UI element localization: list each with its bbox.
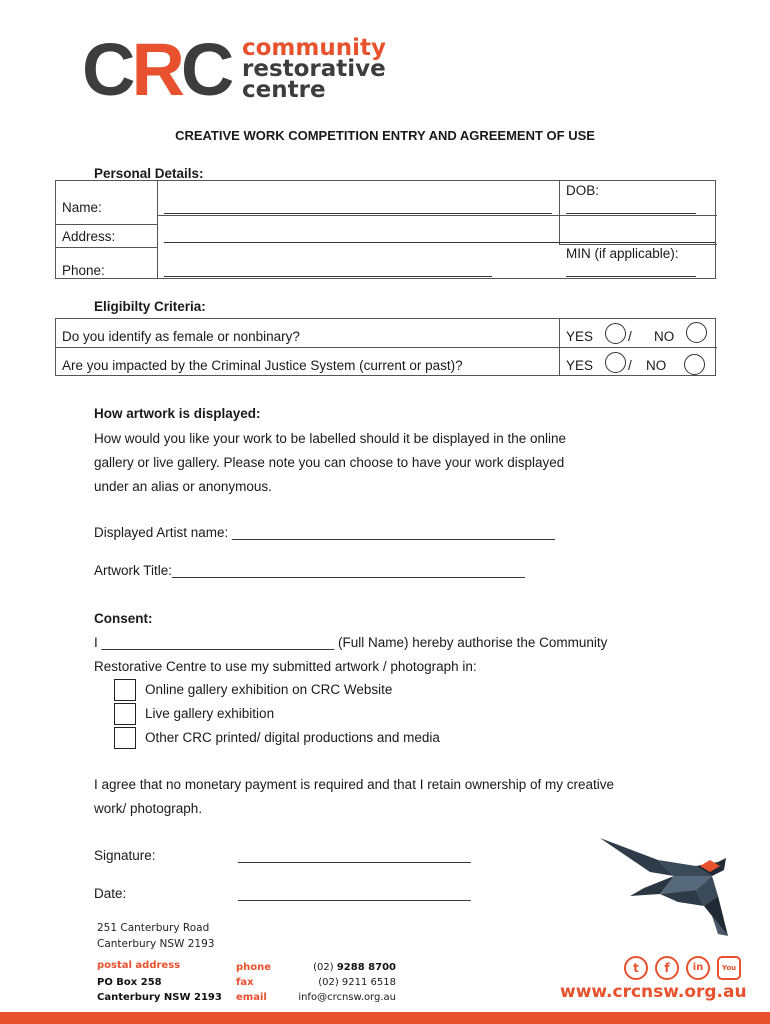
logo-letter-r: R [131, 28, 181, 111]
phone-field[interactable] [164, 276, 492, 277]
q2-no-radio[interactable] [684, 354, 705, 375]
logo-wordmark [242, 35, 386, 103]
facebook-icon[interactable]: f [655, 956, 679, 980]
eligibility-heading: Eligibilty Criteria: [94, 299, 206, 314]
table-divider [56, 247, 157, 248]
q1-yes-radio[interactable] [605, 323, 626, 344]
linkedin-icon[interactable]: in [686, 956, 710, 980]
phone-value [290, 960, 396, 975]
youtube-icon[interactable]: You [717, 956, 741, 980]
slash-separator: / [628, 358, 632, 373]
fax-contact-label: fax [236, 977, 254, 988]
email-contact-label: email [236, 992, 267, 1003]
swallow-bird-illustration [600, 836, 740, 940]
eligibility-table [55, 318, 716, 376]
no-label: NO [654, 329, 675, 344]
table-divider [157, 215, 717, 216]
logo-lettermark [82, 28, 231, 111]
agreement-line-2: work/ photograph. [94, 801, 203, 816]
personal-details-table [55, 180, 716, 279]
twitter-icon[interactable]: t [624, 956, 648, 980]
table-divider [56, 224, 157, 225]
consent-line-2: Restorative Centre to use my submitted artwork / photograph in: [94, 659, 477, 674]
dob-field[interactable] [566, 213, 696, 214]
footer-accent-bar [0, 1012, 770, 1024]
table-divider [559, 181, 560, 244]
min-label: MIN (if applicable): [566, 246, 679, 261]
eligibility-question-1: Do you identify as female or nonbinary? [62, 329, 300, 344]
logo-letter-c2: C [180, 28, 231, 111]
signature-label: Signature: [94, 848, 156, 863]
min-field[interactable] [566, 276, 696, 277]
personal-details-heading: Personal Details: [94, 166, 204, 181]
no-label: NO [646, 358, 667, 373]
postal-address-block [97, 958, 222, 1005]
consent-heading: Consent: [94, 611, 153, 626]
artwork-title-field[interactable]: Artwork Title:_______________________________________________ [94, 563, 525, 578]
display-instructions [94, 427, 694, 499]
fax-value: (02) 9211 6518 [318, 977, 396, 988]
po-suburb: Canterbury NSW 2193 [97, 992, 222, 1003]
name-field[interactable] [164, 213, 552, 214]
agreement-line-1: I agree that no monetary payment is required and that I retain ownership of my creative [94, 777, 615, 792]
dob-label: DOB: [566, 183, 600, 198]
q1-no-radio[interactable] [686, 322, 707, 343]
online-gallery-label: Online gallery exhibition on CRC Website [145, 682, 393, 697]
date-field[interactable]: _______________________________ [238, 886, 471, 901]
display-line-1: How would you like your work to be labelled should it be displayed in the online [94, 431, 567, 446]
phone-label: Phone: [62, 263, 105, 278]
document-title: CREATIVE WORK COMPETITION ENTRY AND AGREEMENT OF USE [175, 128, 595, 143]
crc-logo [82, 28, 412, 111]
street-line-2: Canterbury NSW 2193 [97, 938, 215, 950]
q2-yes-radio[interactable] [605, 352, 626, 373]
logo-word-community: community [242, 35, 386, 61]
other-media-label: Other CRC printed/ digital productions and media [145, 730, 440, 745]
signature-field[interactable]: _______________________________ [238, 848, 471, 863]
phone-contact-label: phone [236, 962, 272, 973]
consent-line-1[interactable]: I _______________________________ (Full Name) hereby authorise the Community [94, 635, 608, 650]
online-gallery-checkbox[interactable] [114, 679, 136, 701]
date-label: Date: [94, 886, 127, 901]
address-label: Address: [62, 229, 116, 244]
eligibility-question-2: Are you impacted by the Criminal Justice System (current or past)? [62, 358, 463, 373]
yes-label: YES [566, 329, 594, 344]
consent-text [94, 631, 694, 679]
live-gallery-label: Live gallery exhibition [145, 706, 275, 721]
website-link[interactable]: www.crcnsw.org.au [560, 982, 747, 1002]
street-address [97, 920, 214, 952]
phone-number: 9288 8700 [336, 962, 396, 973]
display-line-3: under an alias or anonymous. [94, 479, 272, 494]
contact-values [290, 960, 396, 1005]
agreement-text [94, 773, 714, 821]
po-box: PO Box 258 [97, 977, 162, 988]
slash-separator: / [628, 329, 632, 344]
yes-label: YES [566, 358, 594, 373]
postal-address-label: postal address [97, 960, 181, 971]
live-gallery-checkbox[interactable] [114, 703, 136, 725]
table-divider [157, 181, 158, 278]
address-field[interactable] [164, 242, 716, 243]
display-line-2: gallery or live gallery. Please note you can choose to have your work displayed [94, 455, 565, 470]
logo-word-restorative: restorative [242, 56, 386, 82]
table-divider [56, 347, 717, 348]
phone-prefix: (02) [313, 962, 337, 973]
logo-letter-c: C [82, 28, 132, 111]
contact-labels [236, 960, 271, 1005]
display-heading: How artwork is displayed: [94, 406, 261, 421]
logo-word-centre: centre [242, 77, 326, 103]
artist-name-field[interactable]: Displayed Artist name: ___________________________________________ [94, 525, 555, 540]
name-label: Name: [62, 200, 102, 215]
table-divider [559, 244, 717, 245]
other-media-checkbox[interactable] [114, 727, 136, 749]
street-line-1: 251 Canterbury Road [97, 922, 210, 934]
email-link[interactable]: info@crcnsw.org.au [298, 992, 396, 1003]
